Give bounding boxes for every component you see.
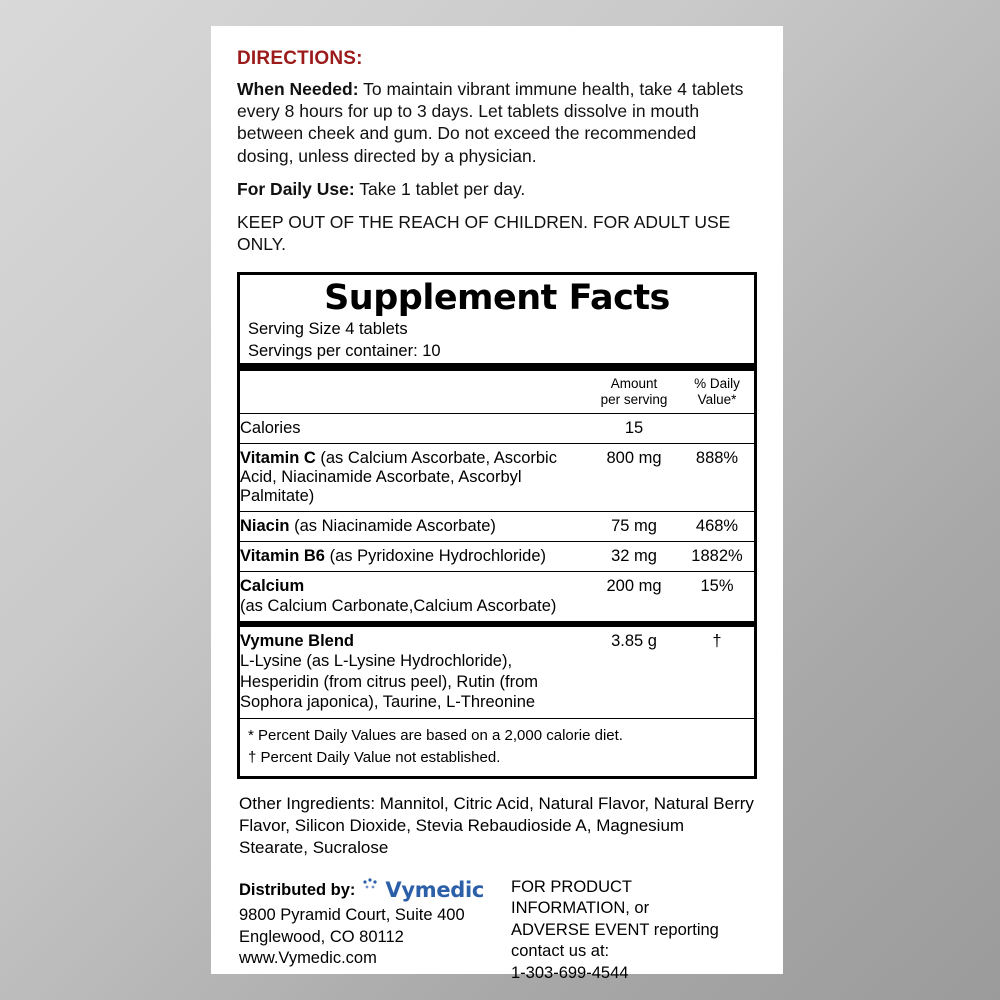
servings-per-container: Servings per container: 10 [248,342,441,361]
blend-row [240,624,754,718]
daily-use-label: For Daily Use: [237,178,355,199]
daily-use-paragraph [237,178,757,200]
nutrient-name-cell [240,541,588,571]
nutrient-name: Calcium [240,576,305,595]
nutrient-source: (as Calcium Ascorbate, Ascorbic Acid, Niacinamide Ascorbate, Ascorbyl Palmitate) [240,448,557,505]
nutrient-dv-cell: 15% [680,571,754,624]
supplement-facts-box [237,272,757,779]
nutrient-name: Vitamin C [240,448,316,467]
header-dv-line1: % Daily [694,376,740,392]
footnote-daily-values: * Percent Daily Values are based on a 2,000 calorie diet. [248,727,623,744]
nutrient-amount-cell: 200 mg [588,571,680,624]
table-row [240,571,754,624]
footnote-dv-not-established: † Percent Daily Value not established. [248,748,501,766]
footnotes [240,718,754,776]
nutrient-name: Calories [240,418,301,437]
nutrient-amount-cell: 32 mg [588,541,680,571]
nutrient-amount-cell: 800 mg [588,443,680,511]
product-information-block [507,877,755,984]
when-needed-text: To maintain vibrant immune health, take 4 tablets every 8 hours for up to 3 days. Let tablets dissolve in mouth between cheek and gum. Do not exceed the recommended dosing, unless directed by a physician. [237,79,744,166]
table-header-row [240,371,754,413]
contact-phone: 1-303-699-4544 [511,963,629,982]
daily-use-text: Take 1 tablet per day. [354,178,526,199]
header-amount-line2: per serving [600,391,668,407]
distributed-by-line [239,877,507,904]
blend-name: Vymune Blend [240,632,354,651]
website: www.Vymedic.com [239,948,377,967]
blend-amount-cell: 3.85 g [588,624,680,718]
nutrient-name: Vitamin B6 [240,546,325,565]
header-blank-cell [240,371,588,413]
nutrient-name-cell [240,413,588,443]
serving-size: Serving Size 4 tablets [248,320,408,339]
when-needed-label: When Needed: [237,79,359,99]
table-row [240,511,754,541]
blend-ingredients: L-Lysine (as L-Lysine Hydrochloride), Hesperidin (from citrus peel), Rutin (from Sophora japonica), Taurine, L-Threonine [240,652,538,712]
table-row [240,541,754,571]
header-dv-line2: Value* [697,391,737,407]
info-line-2: ADVERSE EVENT reporting contact us at: [511,920,719,961]
nutrient-amount-cell: 75 mg [588,511,680,541]
nutrient-source: (as Niacinamide Ascorbate) [289,516,496,535]
info-line-1: FOR PRODUCT INFORMATION, or [511,877,650,918]
supplement-facts-title: Supplement Facts [324,277,670,318]
directions-heading: DIRECTIONS: [237,48,363,69]
vymedic-logo [361,877,484,904]
header-amount-cell [588,371,680,413]
nutrient-name-cell [240,571,588,624]
nutrient-dv-cell [680,413,754,443]
when-needed-paragraph [237,78,757,167]
nutrient-name: Niacin [240,516,290,535]
table-row [240,413,754,443]
nutrient-dv-cell: 468% [680,511,754,541]
brand-name: Vymedic [385,877,485,902]
header-daily-value-cell [680,371,754,413]
address-line-2: Englewood, CO 80112 [239,927,404,946]
supplement-label-panel [211,26,783,982]
header-amount-line1: Amount [610,376,658,392]
keep-out-of-reach-warning: KEEP OUT OF THE REACH OF CHILDREN. FOR ADULT USE ONLY. [237,212,731,255]
blend-dv-cell: † [680,624,754,718]
logo-dots-icon [361,877,383,903]
blend-name-cell [240,624,588,718]
supplement-facts-table [240,371,754,718]
distributor-block [239,877,507,984]
nutrient-dv-cell: 1882% [680,541,754,571]
nutrient-source: (as Pyridoxine Hydrochloride) [324,546,546,565]
nutrient-name-cell [240,443,588,511]
nutrient-amount-cell: 15 [588,413,680,443]
distributed-by-label: Distributed by: [239,880,356,899]
table-row [240,443,754,511]
nutrient-name-cell [240,511,588,541]
other-ingredients: Other Ingredients: Mannitol, Citric Acid, Natural Flavor, Natural Berry Flavor, Silicon Dioxide, Stevia Rebaudioside A, Magnesium Stearate, Sucralose [239,793,754,857]
nutrient-dv-cell: 888% [680,443,754,511]
nutrient-source: (as Calcium Carbonate,Calcium Ascorbate) [240,596,557,615]
address-line-1: 9800 Pyramid Court, Suite 400 [239,906,465,925]
divider-thick [240,363,754,371]
footer [237,877,757,984]
